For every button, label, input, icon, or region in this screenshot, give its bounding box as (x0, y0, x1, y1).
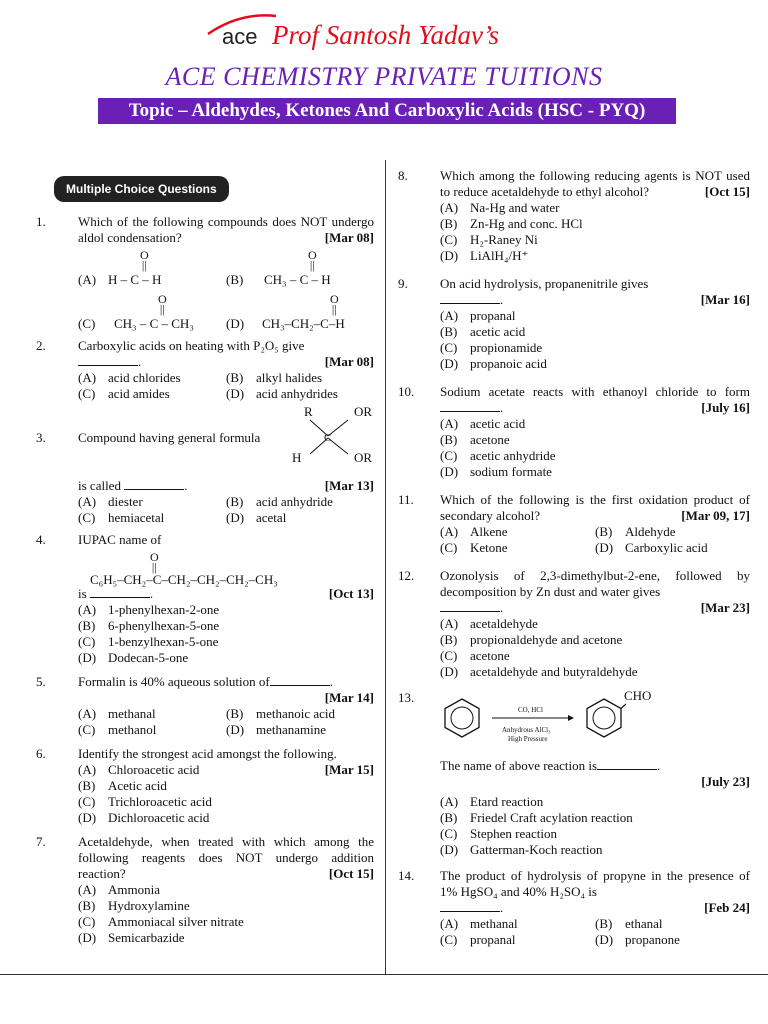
option-c[interactable]: (C) acid amides (78, 386, 170, 401)
question-text: Carboxylic acids on heating with P₂O₅ give (78, 338, 305, 353)
exam-tag: [Mar 08] (324, 230, 374, 245)
option-b[interactable]: (B) Acetic acid (78, 778, 167, 793)
option-a[interactable]: (A) propanal (440, 308, 516, 323)
page-header (0, 0, 768, 130)
exam-tag: [July 16] (701, 400, 750, 415)
question-number: 10. (398, 384, 415, 399)
question-text: is (78, 586, 87, 601)
option-b[interactable]: (B) 6-phenylhexan-5-one (78, 618, 220, 633)
group-or: OR (354, 404, 373, 419)
question-6 (36, 746, 374, 826)
general-formula (78, 404, 374, 470)
q4-structure (36, 552, 374, 586)
option-d[interactable]: (D) Gatterman-Koch reaction (440, 842, 603, 857)
carbonyl-o: O || (158, 292, 167, 316)
answer-blank (90, 587, 150, 598)
answer-blank (597, 759, 657, 770)
option-a[interactable]: (A) Ammonia (78, 882, 160, 897)
question-text: Ozonolysis of 2,3-dimethylbut-2-ene, followed by decomposition by Zn dust and water gives (440, 568, 750, 599)
question-12: 12. Ozonolysis of 2,3-dimethylbut-2-ene, followed by decomposition by Zn dust and water gives . [Mar 23] (A) acetaldehyde (B) propionaldehyde and acetone (C) acetone (D) acetaldehyde and butyraldehyde (398, 568, 750, 679)
option-b[interactable]: (B) Hydroxylamine (78, 898, 190, 913)
option-b[interactable]: (B) acetone (440, 432, 510, 447)
question-number: 13. (398, 690, 415, 705)
right-column (398, 160, 750, 952)
question-11 (398, 492, 750, 556)
column-divider (385, 160, 386, 975)
carbonyl-o: O || (140, 248, 149, 272)
question-number: 8. (398, 168, 408, 183)
option-a[interactable]: (A) Chloroacetic acid (78, 762, 200, 777)
option-c[interactable]: (C) acetone (440, 648, 510, 663)
option-b[interactable]: (B) alkyl halides (226, 370, 323, 385)
option-b[interactable] (226, 250, 374, 290)
option-label: (B) (226, 272, 244, 287)
formula: CH₃–CH₂–C–H (262, 316, 345, 331)
option-c[interactable]: (C) H₂-Raney Ni (440, 232, 538, 247)
question-13: 13. CO, HCl Anhydrous AlCl₃ High Pressure CHO The name of above reaction is . [July 23] (A) Etard reaction (B) Friedel Craft acylation reaction (C) Stephen reaction (D) Gatterman-Koch reaction (398, 688, 750, 857)
structure-row (78, 294, 374, 334)
question-8 (398, 168, 750, 264)
option-b[interactable]: (B) ethanal (595, 916, 663, 931)
group-r: R (304, 404, 313, 419)
group-or: OR (354, 450, 373, 465)
exam-tag: [Mar 15] (324, 762, 374, 777)
answer-blank (270, 675, 330, 686)
option-d[interactable]: (D) Semicarbazide (78, 930, 185, 945)
option-label: (C) (78, 316, 96, 331)
option-a[interactable]: (A) acetic acid (440, 416, 526, 431)
question-1 (36, 214, 374, 334)
option-b[interactable]: (B) Friedel Craft acylation reaction (440, 810, 633, 825)
question-3: 3. Compound having general formula R C H OR OR is called . [Mar 13] (A) diester (B) acid anhydride (C) hemiacetal (D) acetal (36, 404, 374, 525)
option-b[interactable]: (B) methanoic acid (226, 706, 336, 721)
option-d[interactable]: (D) LiAlH₄/H⁺ (440, 248, 529, 263)
option-a[interactable]: (A) methanal (440, 916, 518, 931)
question-9: 9. On acid hydrolysis, propanenitrile gives . [Mar 16] (A) propanal (B) acetic acid (C) propionamide (D) propanoic acid (398, 276, 750, 371)
option-b[interactable]: (B) Aldehyde (595, 524, 676, 539)
exam-tag: [Mar 09, 17] (681, 508, 750, 523)
question-number: 4. (36, 532, 46, 547)
option-c[interactable]: (C) Stephen reaction (440, 826, 557, 841)
group-h: H (292, 450, 302, 465)
exam-tag: [Mar 08] (324, 354, 374, 369)
option-d[interactable]: (D) methanamine (226, 722, 327, 737)
answer-blank (440, 293, 500, 304)
bottom-rule (0, 974, 768, 975)
option-a[interactable]: (A) methanal (78, 706, 156, 721)
option-d[interactable] (226, 294, 374, 334)
gatterman-koch-scheme (440, 690, 750, 750)
exam-tag: [Oct 13] (328, 586, 374, 601)
option-c[interactable]: (C) propanal (440, 932, 516, 947)
structure-row (78, 250, 374, 290)
formula: CH₃ – C – CH₃ (114, 316, 194, 331)
option-a[interactable]: (A) Na-Hg and water (440, 200, 560, 215)
carbonyl-o: O || (330, 292, 339, 316)
exam-tag: [Mar 14] (324, 690, 374, 705)
question-number: 5. (36, 674, 46, 689)
question-text: The product of hydrolysis of propyne in the presence of 1% HgSO₄ and 40% H₂SO₄ is (440, 868, 750, 899)
option-b[interactable]: (B) Zn-Hg and conc. HCl (440, 216, 583, 231)
question-text: Identify the strongest acid amongst the following. (78, 746, 337, 761)
question-14: 14. The product of hydrolysis of propyne in the presence of 1% HgSO₄ and 40% H₂SO₄ is . [Feb 24] (A) methanal (B) ethanal (C) propanal (D) propanone (398, 868, 750, 947)
formula: C₆H₅–CH₂–C–CH₂–CH₂–CH₂–CH₃ (90, 572, 278, 587)
exam-tag: [Oct 15] (704, 184, 750, 199)
question-text: Compound having general formula (78, 430, 261, 445)
formula: H – C – H (108, 272, 162, 287)
question-number: 7. (36, 834, 46, 849)
option-c[interactable]: (C) Ammoniacal silver nitrate (78, 914, 244, 929)
option-d[interactable]: (D) acetal (226, 510, 287, 525)
exam-tag: [Mar 13] (324, 478, 374, 493)
question-number: 12. (398, 568, 415, 583)
option-a[interactable]: (A) Etard reaction (440, 794, 544, 809)
exam-tag: [Oct 15] (328, 866, 374, 881)
answer-blank (78, 355, 138, 366)
exam-tag: [July 23] (701, 774, 750, 789)
prof-name: Prof Santosh Yadav’s (272, 20, 500, 50)
exam-tag: [Mar 23] (700, 600, 750, 615)
question-10: 10. Sodium acetate reacts with ethanoyl chloride to form . [July 16] (A) acetic acid (B) acetone (C) acetic anhydride (D) sodium formate (398, 384, 750, 479)
option-a[interactable]: (A) 1-phenylhexan-2-one (78, 602, 220, 617)
benzene-ring-icon (440, 696, 484, 740)
question-5: 5. Formalin is 40% aqueous solution of . [Mar 14] (A) methanal (B) methanoic acid (C) methanol (D) methanamine (36, 674, 374, 737)
left-column (36, 160, 374, 950)
option-d[interactable]: (D) propanone (595, 932, 680, 947)
option-a[interactable]: (A) diester (78, 494, 143, 509)
question-text: is called (78, 478, 121, 493)
reagent-label: High Pressure (508, 735, 548, 743)
topic-banner: Topic – Aldehydes, Ketones And Carboxylic Acids (HSC - PYQ) (98, 98, 676, 124)
option-d[interactable]: (D) acetaldehyde and butyraldehyde (440, 664, 638, 679)
option-c[interactable]: (C) Ketone (440, 540, 508, 555)
option-label: (D) (226, 316, 245, 331)
exam-tag: [Feb 24] (704, 900, 750, 915)
option-label: (A) (78, 272, 97, 287)
institute-title: ACE CHEMISTRY PRIVATE TUITIONS (165, 62, 603, 91)
question-4 (36, 532, 374, 548)
question-number: 2. (36, 338, 46, 353)
option-a[interactable] (78, 250, 226, 290)
question-text: Sodium acetate reacts with ethanoyl chloride to form (440, 384, 750, 399)
formula: CH₃ – C – H (264, 272, 331, 287)
option-d[interactable]: (D) sodium formate (440, 464, 552, 479)
question-text: On acid hydrolysis, propanenitrile gives (440, 276, 649, 291)
reagent-label: Anhydrous AlCl₃ (502, 726, 551, 734)
question-number: 3. (36, 430, 46, 445)
ace-logo-text: ace (222, 24, 258, 49)
option-d[interactable]: (D) Dichloroacetic acid (78, 810, 210, 825)
question-7 (36, 834, 374, 946)
section-title-badge: Multiple Choice Questions (54, 176, 229, 202)
option-d[interactable]: (D) acid anhydrides (226, 386, 338, 401)
option-c[interactable]: (C) propionamide (440, 340, 543, 355)
question-number: 1. (36, 214, 46, 229)
question-text: The name of above reaction is (440, 758, 598, 773)
option-b[interactable]: (B) acetic acid (440, 324, 526, 339)
question-text: Which among the following reducing agents is NOT used to reduce acetaldehyde to ethyl alcohol? (440, 168, 750, 199)
option-c[interactable] (78, 294, 226, 334)
exam-tag: [Mar 16] (700, 292, 750, 307)
question-number: 6. (36, 746, 46, 761)
answer-blank (124, 479, 184, 490)
question-number: 9. (398, 276, 408, 291)
option-d[interactable]: (D) Carboxylic acid (595, 540, 708, 555)
product-group: CHO (624, 688, 652, 703)
central-carbon: C (324, 432, 332, 444)
question-number: 14. (398, 868, 415, 883)
option-c[interactable]: (C) 1-benzylhexan-5-one (78, 634, 219, 649)
answer-blank (440, 601, 500, 612)
option-a[interactable]: (A) acid chlorides (78, 370, 181, 385)
answer-blank (440, 901, 500, 912)
option-c[interactable]: (C) hemiacetal (78, 510, 165, 525)
question-text: Formalin is 40% aqueous solution of (78, 674, 270, 689)
answer-blank (440, 401, 500, 412)
option-c[interactable]: (C) methanol (78, 722, 157, 737)
option-a[interactable]: (A) Alkene (440, 524, 508, 539)
carbonyl-o: O || (308, 248, 317, 272)
question-text: Acetaldehyde, when treated with which among the following reagents does NOT undergo addition reaction? (78, 834, 374, 881)
option-d[interactable]: (D) Dodecan-5-one (78, 650, 189, 665)
question-text: IUPAC name of (78, 532, 162, 547)
question-number: 11. (398, 492, 414, 507)
option-c[interactable]: (C) acetic anhydride (440, 448, 556, 463)
benzene-ring-icon (582, 696, 626, 740)
question-2: 2. Carboxylic acids on heating with P₂O₅ give . [Mar 08] (A) acid chlorides (B) alkyl halides (C) acid amides (D) acid anhydrides (36, 338, 374, 401)
option-a[interactable]: (A) acetaldehyde (440, 616, 538, 631)
option-d[interactable]: (D) propanoic acid (440, 356, 547, 371)
reagent-label: CO, HCl (518, 706, 543, 714)
option-b[interactable]: (B) propionaldehyde and acetone (440, 632, 623, 647)
carbonyl-o: O || (150, 550, 159, 574)
question-text: Which of the following compounds does NOT undergo aldol condensation? (78, 214, 374, 245)
question-text: Which of the following is the first oxidation product of secondary alcohol? (440, 492, 750, 523)
option-b[interactable]: (B) acid anhydride (226, 494, 333, 509)
option-c[interactable]: (C) Trichloroacetic acid (78, 794, 212, 809)
question-4-options: is . [Oct 13] (A) 1-phenylhexan-2-one (B) 6-phenylhexan-5-one (C) 1-benzylhexan-5-one (D) Dodecan-5-one (78, 586, 374, 665)
